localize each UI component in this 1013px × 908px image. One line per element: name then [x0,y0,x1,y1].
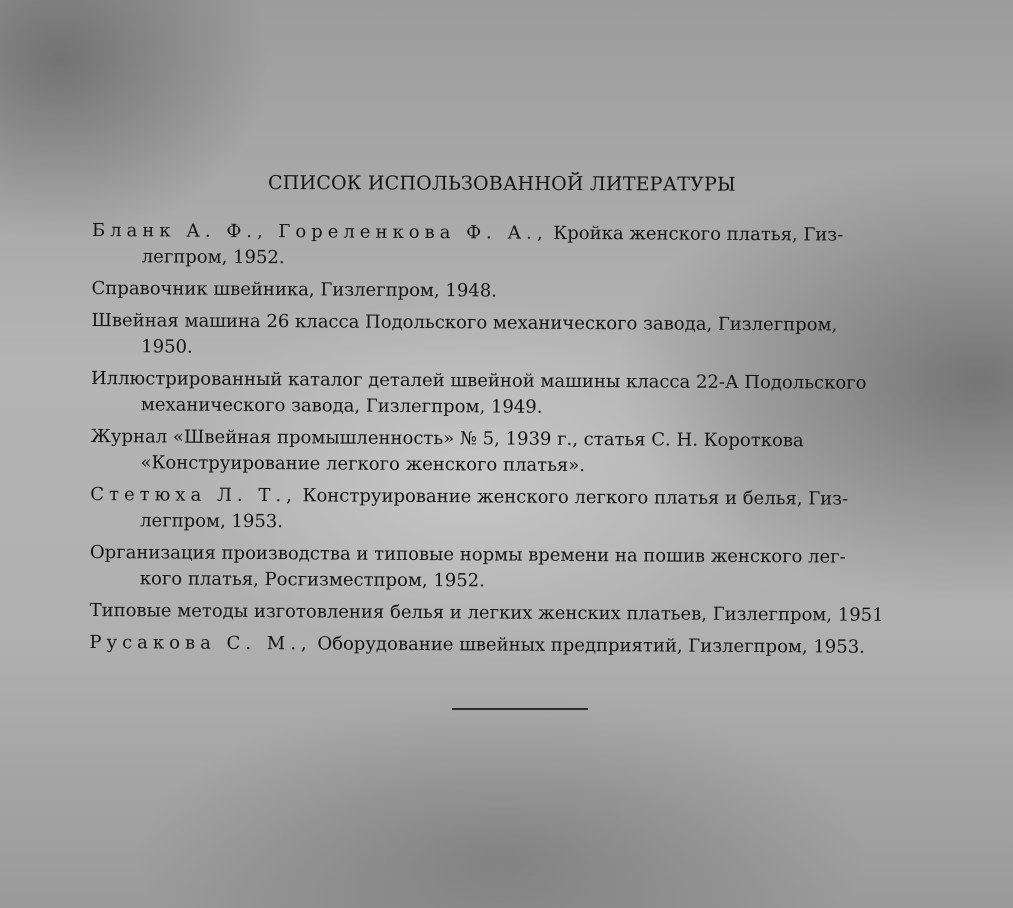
reference-line [92,244,958,275]
reference-text: Оборудование швейных предприятий, Гизлегпром, 1953. [311,633,865,658]
reference-line [91,334,957,365]
reference-text: Справочник швейника, Гизлегпром, 1948. [91,277,498,302]
reference-text: Швейная машина 26 класса Подольского механического завода, Гизлегпром, [91,309,838,336]
reference-line [90,566,956,597]
reference-text: легпром, 1953. [140,510,284,533]
reference-entry [90,424,956,481]
reference-text: кого платья, Росгизместпром, 1952. [139,568,485,592]
reference-entry [90,540,956,597]
reference-entry [90,598,956,629]
reference-line [89,630,955,661]
reference-text: Кройка женского платья, Гиз- [547,222,844,246]
reference-text: Конструирование женского легкого платья и белья, Гиз- [296,485,849,510]
reference-text: легпром, 1952. [141,246,285,269]
page-title: СПИСОК ИСПОЛЬЗОВАННОЙ ЛИТЕРАТУРЫ [267,172,736,196]
reference-text: Журнал «Швейная промышленность» № 5, 1939 г., статья С. Н. Короткова [90,425,804,452]
reference-line [90,598,956,629]
reference-line [91,308,957,339]
reference-entry [91,276,957,307]
reference-author: Русакова С. М., [89,631,312,655]
reference-text: механического завода, Гизлегпром, 1949. [140,394,543,418]
reference-text: Организация производства и типовые нормы времени на пошив женского лег- [89,541,846,568]
reference-text: 1950. [141,336,193,358]
reference-text: Типовые методы изготовления белья и легких женских платьев, Гизлегпром, 1951 [89,599,884,626]
reference-entry [92,218,958,275]
reference-text: Иллюстрированный каталог деталей швейной машины класса 22-А Подольского [90,367,867,394]
reference-entry [91,366,957,423]
reference-line [91,276,957,307]
reference-entry [89,630,955,661]
reference-author: Бланк А. Ф., Гореленкова Ф. А., [91,219,548,244]
reference-text: «Конструирование легкого женского платья». [140,452,586,477]
reference-entry [91,308,957,365]
reference-author: Стетюха Л. Т., [90,483,297,507]
reference-entry [90,482,956,539]
reference-line [90,508,956,539]
section-divider [452,708,588,710]
reference-list [89,218,958,667]
reference-line [91,392,957,423]
reference-line [90,450,956,481]
